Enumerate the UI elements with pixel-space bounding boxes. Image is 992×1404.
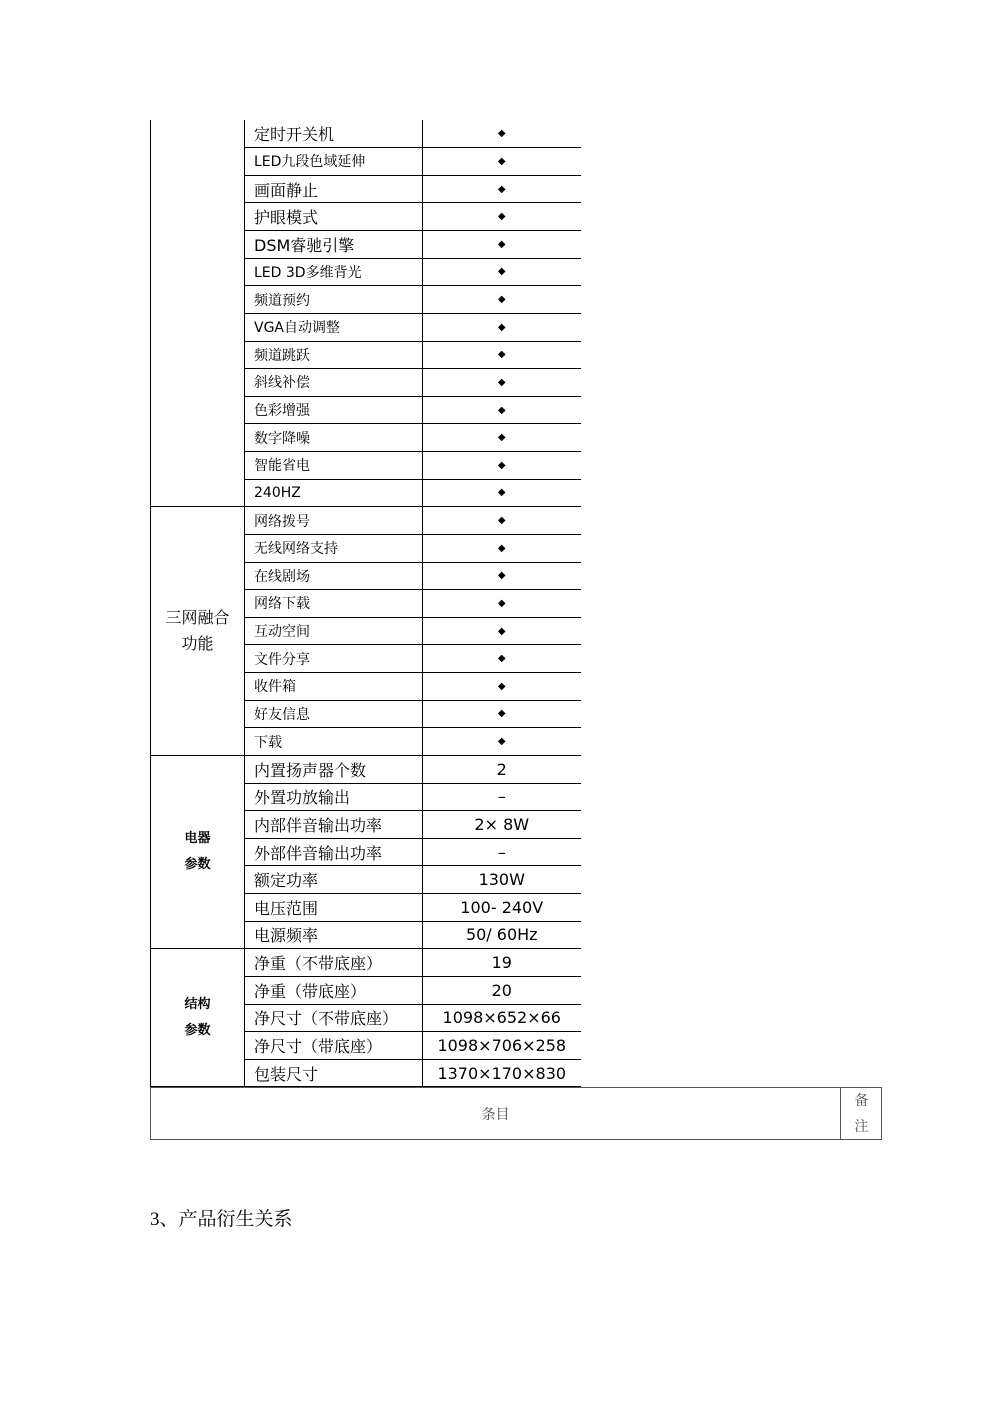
spec-table (150, 120, 581, 1087)
item-value: 19 (423, 949, 581, 977)
supported-mark: ◆ (423, 369, 581, 397)
category-cell (151, 755, 245, 948)
supported-mark: ◆ (423, 728, 581, 756)
item-label: 在线剧场 (245, 562, 423, 590)
item-label: 画面静止 (245, 175, 423, 203)
item-label: 色彩增强 (245, 396, 423, 424)
category-label: 三网融合功能 (165, 608, 230, 654)
table-row (151, 755, 581, 783)
item-label: 下载 (245, 728, 423, 756)
item-label: 电压范围 (245, 894, 423, 922)
item-label: 智能省电 (245, 452, 423, 480)
supported-mark: ◆ (423, 231, 581, 259)
table-row (151, 120, 581, 148)
supported-mark: ◆ (423, 590, 581, 618)
category-cell (151, 507, 245, 756)
category-label: 电器参数 (184, 831, 211, 873)
table-row (151, 507, 581, 535)
supported-mark: ◆ (423, 700, 581, 728)
supported-mark: ◆ (423, 424, 581, 452)
supported-mark: ◆ (423, 341, 581, 369)
item-label: 净尺寸（带底座） (245, 1032, 423, 1060)
supported-mark: ◆ (423, 120, 581, 148)
category-cell (151, 949, 245, 1087)
item-label: 无线网络支持 (245, 534, 423, 562)
item-value: – (423, 783, 581, 811)
supported-mark: ◆ (423, 562, 581, 590)
supported-mark: ◆ (423, 286, 581, 314)
supported-mark: ◆ (423, 645, 581, 673)
item-value: 50/ 60Hz (423, 921, 581, 949)
remark-header-cell (841, 1088, 882, 1139)
item-label: 净尺寸（不带底座） (245, 1004, 423, 1032)
item-value: 2× 8W (423, 811, 581, 839)
category-label: 结构参数 (184, 996, 211, 1038)
item-label: 电源频率 (245, 921, 423, 949)
item-label: LED九段色域延伸 (245, 148, 423, 176)
item-label: 网络拨号 (245, 507, 423, 535)
category-cell (151, 120, 245, 507)
item-label: 好友信息 (245, 700, 423, 728)
item-label: 包装尺寸 (245, 1059, 423, 1087)
item-header-label: 条目 (481, 1106, 510, 1123)
table-footer-row (150, 1087, 882, 1140)
item-label: 内置扬声器个数 (245, 755, 423, 783)
supported-mark: ◆ (423, 452, 581, 480)
item-label: 互动空间 (245, 617, 423, 645)
item-label: 外部伴音输出功率 (245, 838, 423, 866)
item-label: 内部伴音输出功率 (245, 811, 423, 839)
item-label: LED 3D多维背光 (245, 258, 423, 286)
supported-mark: ◆ (423, 258, 581, 286)
supported-mark: ◆ (423, 396, 581, 424)
item-value: 2 (423, 755, 581, 783)
item-label: 定时开关机 (245, 120, 423, 148)
remark-header-label: 备注 (854, 1092, 869, 1135)
item-label: 净重（不带底座） (245, 949, 423, 977)
item-value: 1370×170×830 (423, 1059, 581, 1087)
section-heading: 3、产品衍生关系 (150, 1209, 293, 1230)
supported-mark: ◆ (423, 203, 581, 231)
item-label: 外置功放输出 (245, 783, 423, 811)
item-label: 数字降噪 (245, 424, 423, 452)
supported-mark: ◆ (423, 507, 581, 535)
item-label: 额定功率 (245, 866, 423, 894)
item-label: 网络下载 (245, 590, 423, 618)
item-label: 频道预约 (245, 286, 423, 314)
item-label: VGA自动调整 (245, 313, 423, 341)
item-label: 文件分享 (245, 645, 423, 673)
item-value: – (423, 838, 581, 866)
item-label: 护眼模式 (245, 203, 423, 231)
supported-mark: ◆ (423, 479, 581, 507)
item-value: 20 (423, 976, 581, 1004)
supported-mark: ◆ (423, 673, 581, 701)
supported-mark: ◆ (423, 148, 581, 176)
item-value: 100- 240V (423, 894, 581, 922)
item-value: 1098×706×258 (423, 1032, 581, 1060)
item-value: 130W (423, 866, 581, 894)
supported-mark: ◆ (423, 617, 581, 645)
supported-mark: ◆ (423, 175, 581, 203)
item-label: 斜线补偿 (245, 369, 423, 397)
item-header-cell (151, 1088, 841, 1139)
supported-mark: ◆ (423, 534, 581, 562)
item-label: 频道跳跃 (245, 341, 423, 369)
item-label: 收件箱 (245, 673, 423, 701)
item-label: 240HZ (245, 479, 423, 507)
item-label: 净重（带底座） (245, 976, 423, 1004)
item-label: DSM睿驰引擎 (245, 231, 423, 259)
item-value: 1098×652×66 (423, 1004, 581, 1032)
table-row (151, 949, 581, 977)
supported-mark: ◆ (423, 313, 581, 341)
